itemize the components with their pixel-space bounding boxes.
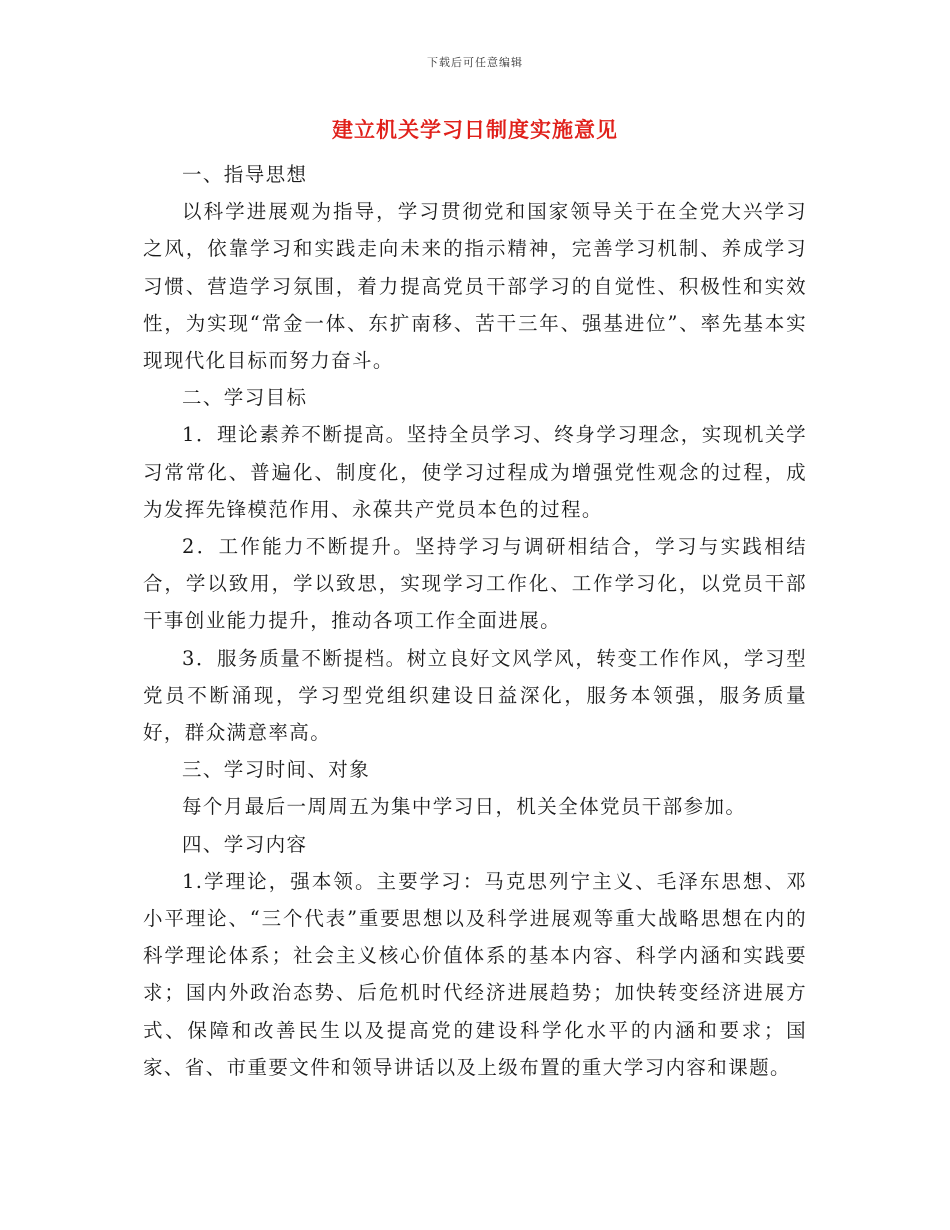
section-heading-time-and-audience: 三、学习时间、对象 (182, 758, 371, 782)
paragraph-content-theory: 1.学理论，强本领。主要学习：马克思列宁主义、毛泽东思想、邓小平理论、“三个代表”重要思想以及科学进展观等重大战略思想在内的科学理论体系；社会主义核心价值体系的基本内容、科学内涵和实践要求；国内外政治态势、后危机时代经济进展趋势；加快转变经济进展方式、保障和改善民生以及提高党的建设科学化水平的内涵和要求；国家、省、市重要文件和领导讲话以及上级布置的重大学习内容和课题。 (143, 869, 807, 1079)
page-header-note: 下载后可任意编辑 (427, 56, 523, 69)
document-title: 建立机关学习日制度实施意见 (332, 117, 618, 142)
section-heading-guiding-thought: 一、指导思想 (182, 163, 308, 186)
section-heading-learning-content: 四、学习内容 (182, 832, 308, 856)
paragraph-goal-service: 3．服务质量不断提档。树立良好文风学风，转变工作作风，学习型党员不断涌现，学习型党组织建设日益深化，服务本领强，服务质量好，群众满意率高。 (143, 646, 807, 745)
paragraph-goal-ability: 2．工作能力不断提升。坚持学习与调研相结合，学习与实践相结合，学以致用，学以致思，实现学习工作化、工作学习化，以党员干部干事创业能力提升，推动各项工作全面进展。 (143, 535, 807, 633)
section-heading-learning-goals: 二、学习目标 (182, 386, 308, 410)
document-body (143, 156, 807, 1086)
paragraph-time-and-audience: 每个月最后一周周五为集中学习日，机关全体党员干部参加。 (182, 795, 747, 819)
paragraph-goal-theory: 1．理论素养不断提高。坚持全员学习、终身学习理念，实现机关学习常常化、普遍化、制度化，使学习过程成为增强党性观念的过程，成为发挥先锋模范作用、永葆共产党员本色的过程。 (143, 423, 807, 521)
paragraph-guiding-thought: 以科学进展观为指导，学习贯彻党和国家领导关于在全党大兴学习之风，依靠学习和实践走向未来的指示精神，完善学习机制、养成学习习惯、营造学习氛围，着力提高党员干部学习的自觉性、积极性和实效性，为实现“常金一体、东扩南移、苦干三年、强基进位”、率先基本实现现代化目标而努力奋斗。 (143, 200, 807, 373)
